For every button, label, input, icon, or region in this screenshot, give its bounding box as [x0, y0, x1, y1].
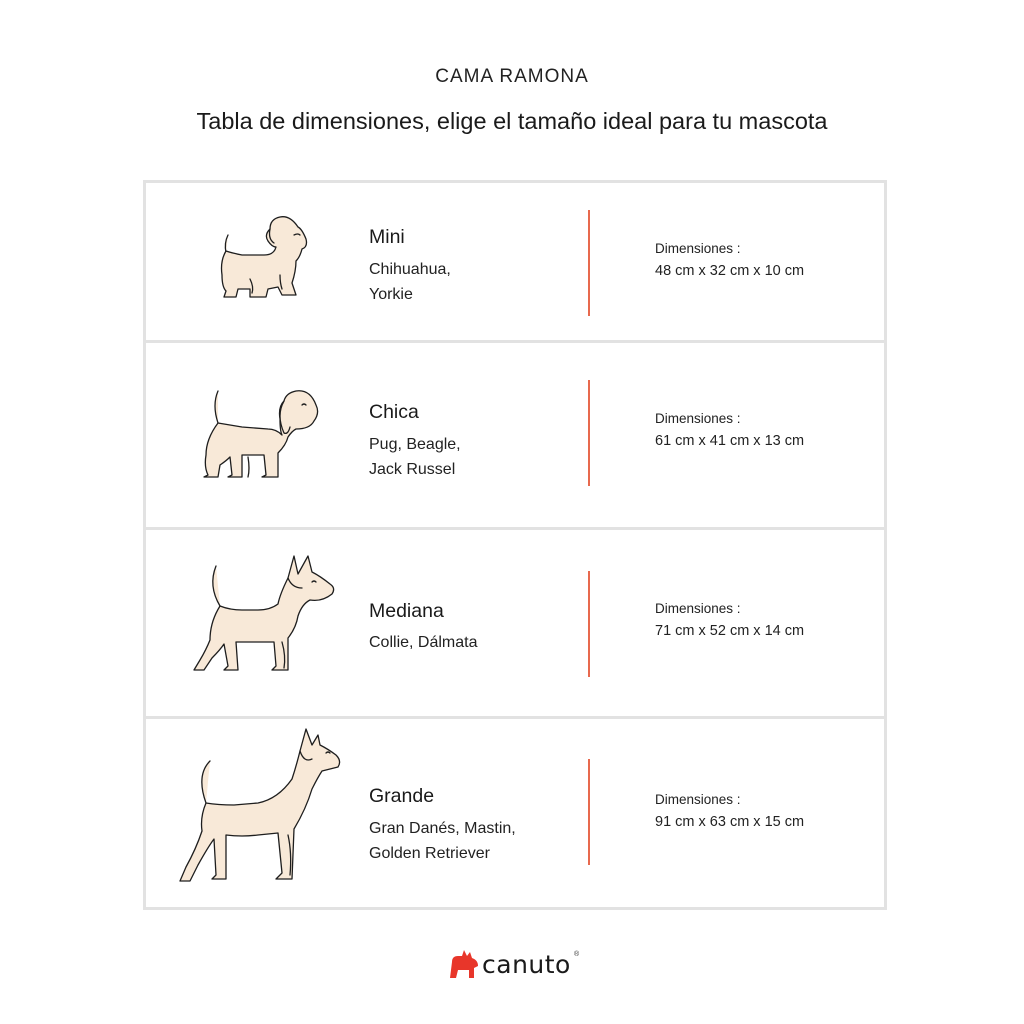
size-name: Chica: [369, 401, 419, 423]
size-name: Grande: [369, 785, 435, 807]
size-table: [143, 180, 887, 910]
great-dane-icon: [146, 719, 376, 907]
dimensions-label: Dimensiones :: [655, 241, 741, 256]
logo-text: canuto: [482, 950, 571, 979]
breeds-list: Chihuahua, Yorkie: [369, 261, 451, 303]
breeds-list: Gran Danés, Mastin, Golden Retriever: [369, 820, 516, 862]
size-row-mediana: [146, 527, 884, 716]
canuto-logo: [448, 948, 588, 984]
size-name: Mediana: [369, 600, 444, 622]
medium-dog-icon: [146, 530, 376, 716]
size-row-grande: [146, 716, 884, 910]
product-name: CAMA RAMONA: [435, 66, 589, 87]
dimensions-value: 48 cm x 32 cm x 10 cm: [655, 263, 805, 279]
page-title: Tabla de dimensiones, elige el tamaño ideal para tu mascota: [196, 108, 828, 134]
size-name: Mini: [369, 226, 405, 248]
dimensions-value: 61 cm x 41 cm x 13 cm: [655, 433, 805, 449]
registered-mark: ®: [574, 951, 580, 958]
dimensions-value: 71 cm x 52 cm x 14 cm: [655, 623, 805, 639]
dimensions-label: Dimensiones :: [655, 601, 741, 616]
canuto-dog-logo-icon: [448, 950, 480, 980]
divider-line: [588, 380, 590, 486]
divider-line: [588, 759, 590, 865]
dimensions-label: Dimensiones :: [655, 792, 741, 807]
small-puppy-icon: [146, 183, 376, 340]
dimensions-label: Dimensiones :: [655, 411, 741, 426]
dimensions-value: 91 cm x 63 cm x 15 cm: [655, 814, 805, 830]
size-row-mini: [146, 180, 884, 340]
divider-line: [588, 210, 590, 316]
beagle-dog-icon: [146, 343, 376, 527]
breeds-list: Collie, Dálmata: [369, 634, 478, 651]
breeds-list: Pug, Beagle, Jack Russel: [369, 436, 461, 478]
divider-line: [588, 571, 590, 677]
size-row-chica: [146, 340, 884, 527]
